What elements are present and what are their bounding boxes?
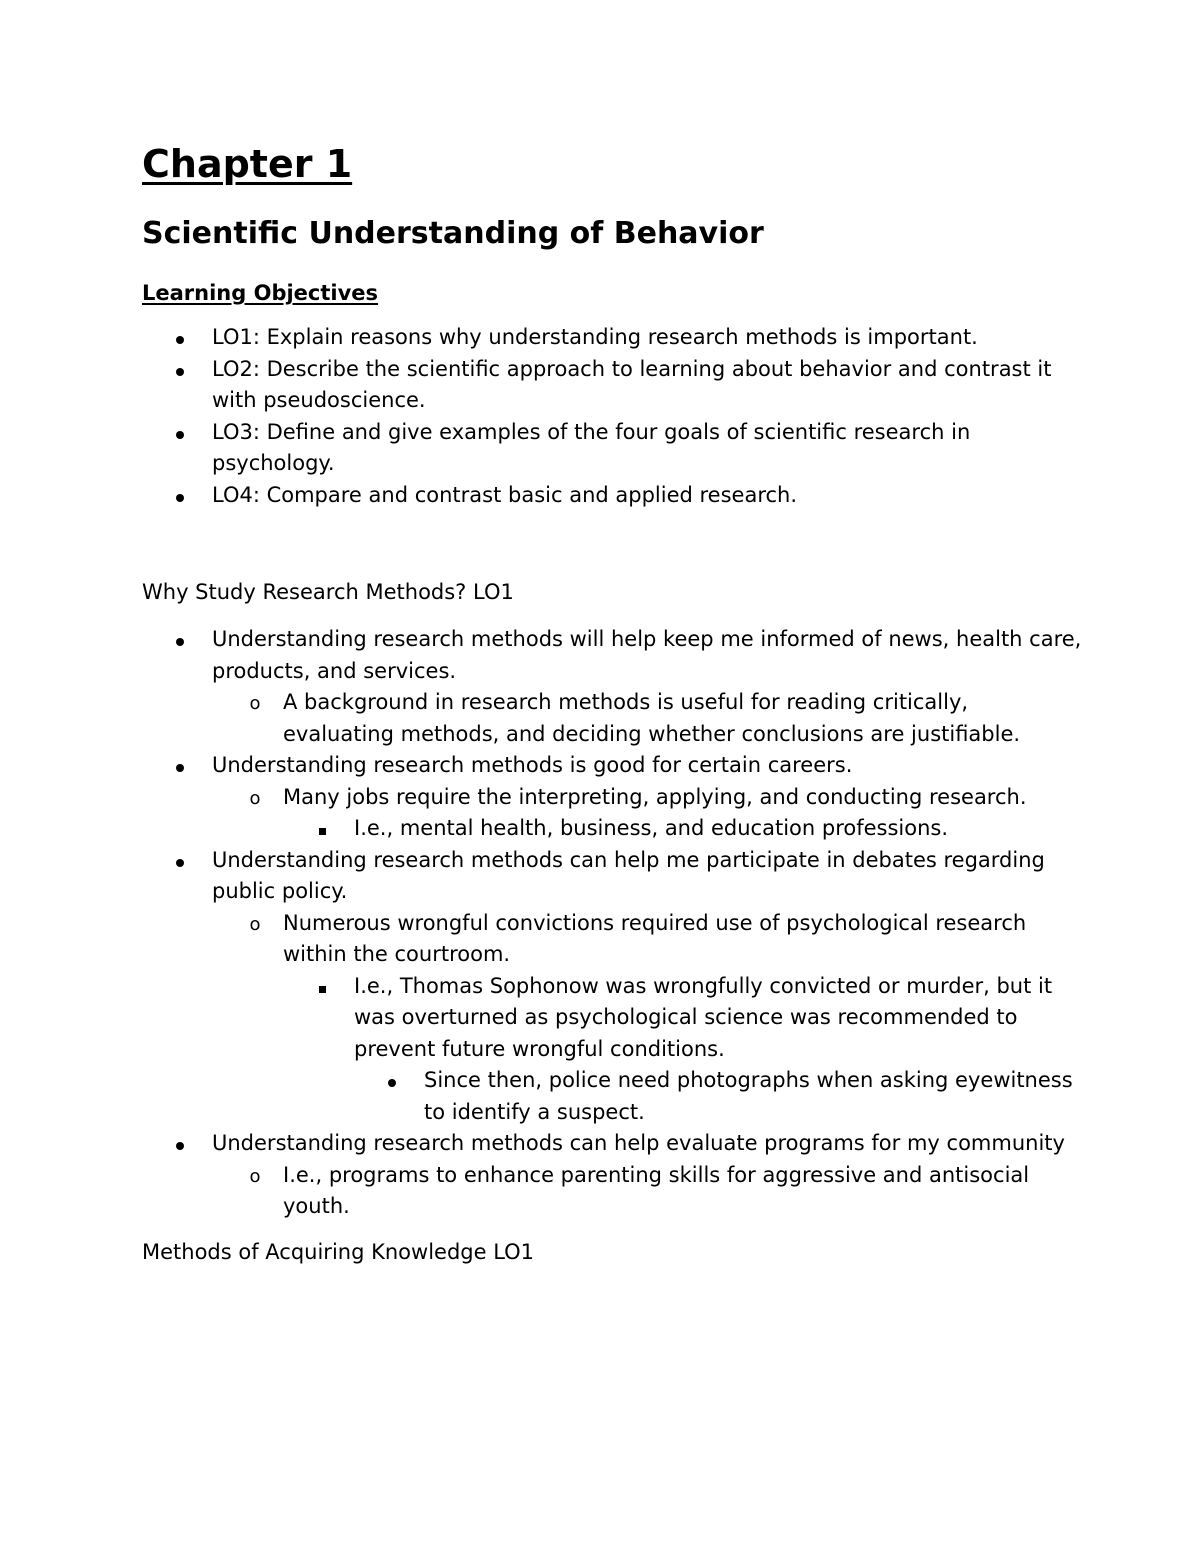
bullet-icon [170, 322, 190, 354]
circle-bullet-icon: o [249, 1165, 261, 1187]
methods-heading: Methods of Acquiring Knowledge LO1 [142, 1239, 535, 1264]
square-bullet-icon [312, 813, 332, 845]
list-item: LO2: Describe the scientific approach to learning about behavior and contrast it with pseudoscience. [142, 354, 1082, 417]
bullet-icon [170, 417, 190, 449]
list-item: o I.e., programs to enhance parenting skills for aggressive and antisocial youth. [142, 1160, 1082, 1223]
list-item: o A background in research methods is useful for reading critically, evaluating methods, and deciding whether conclusions are justifiable. [142, 687, 1082, 750]
list-item: o Many jobs require the interpreting, applying, and conducting research. [142, 782, 1082, 814]
bullet-icon [170, 624, 190, 656]
circle-bullet-icon: o [249, 693, 261, 714]
learning-objectives-list [142, 322, 1082, 511]
list-item: LO3: Define and give examples of the four goals of scientific research in psychology. [142, 417, 1082, 480]
list-item: Understanding research methods can help me participate in debates regarding public policy. [142, 845, 1082, 908]
list-item: Understanding research methods will help keep me informed of news, health care, products, and services. [142, 624, 1082, 687]
bullet-icon [170, 354, 190, 386]
list-item: Understanding research methods is good for certain careers. [142, 750, 1082, 782]
chapter-title: Chapter 1 [142, 142, 353, 186]
bullet-icon [382, 1065, 402, 1097]
document-page [142, 138, 1082, 1268]
why-study-list [142, 624, 1082, 1223]
bullet-icon [170, 480, 190, 512]
bullet-icon [170, 1128, 190, 1160]
list-item: LO4: Compare and contrast basic and applied research. [142, 480, 1082, 512]
list-item: Understanding research methods can help evaluate programs for my community [142, 1128, 1082, 1160]
learning-objectives-heading: Learning Objectives [142, 281, 379, 305]
list-item: I.e., Thomas Sophonow was wrongfully convicted or murder, but it was overturned as psychological science was recommended to prevent future wrongful conditions. [142, 971, 1082, 1066]
list-item: LO1: Explain reasons why understanding research methods is important. [142, 322, 1082, 354]
square-bullet-icon [312, 971, 332, 1003]
section-title: Scientific Understanding of Behavior [142, 216, 764, 251]
list-item: Since then, police need photographs when asking eyewitness to identify a suspect. [142, 1065, 1082, 1128]
why-study-heading: Why Study Research Methods? LO1 [142, 580, 514, 604]
list-item: o Numerous wrongful convictions required use of psychological research within the courtroom. [142, 908, 1082, 971]
bullet-icon [170, 750, 190, 782]
circle-bullet-icon: o [249, 913, 261, 935]
bullet-icon [170, 845, 190, 877]
circle-bullet-icon: o [249, 787, 261, 809]
list-item: I.e., mental health, business, and education professions. [142, 813, 1082, 845]
